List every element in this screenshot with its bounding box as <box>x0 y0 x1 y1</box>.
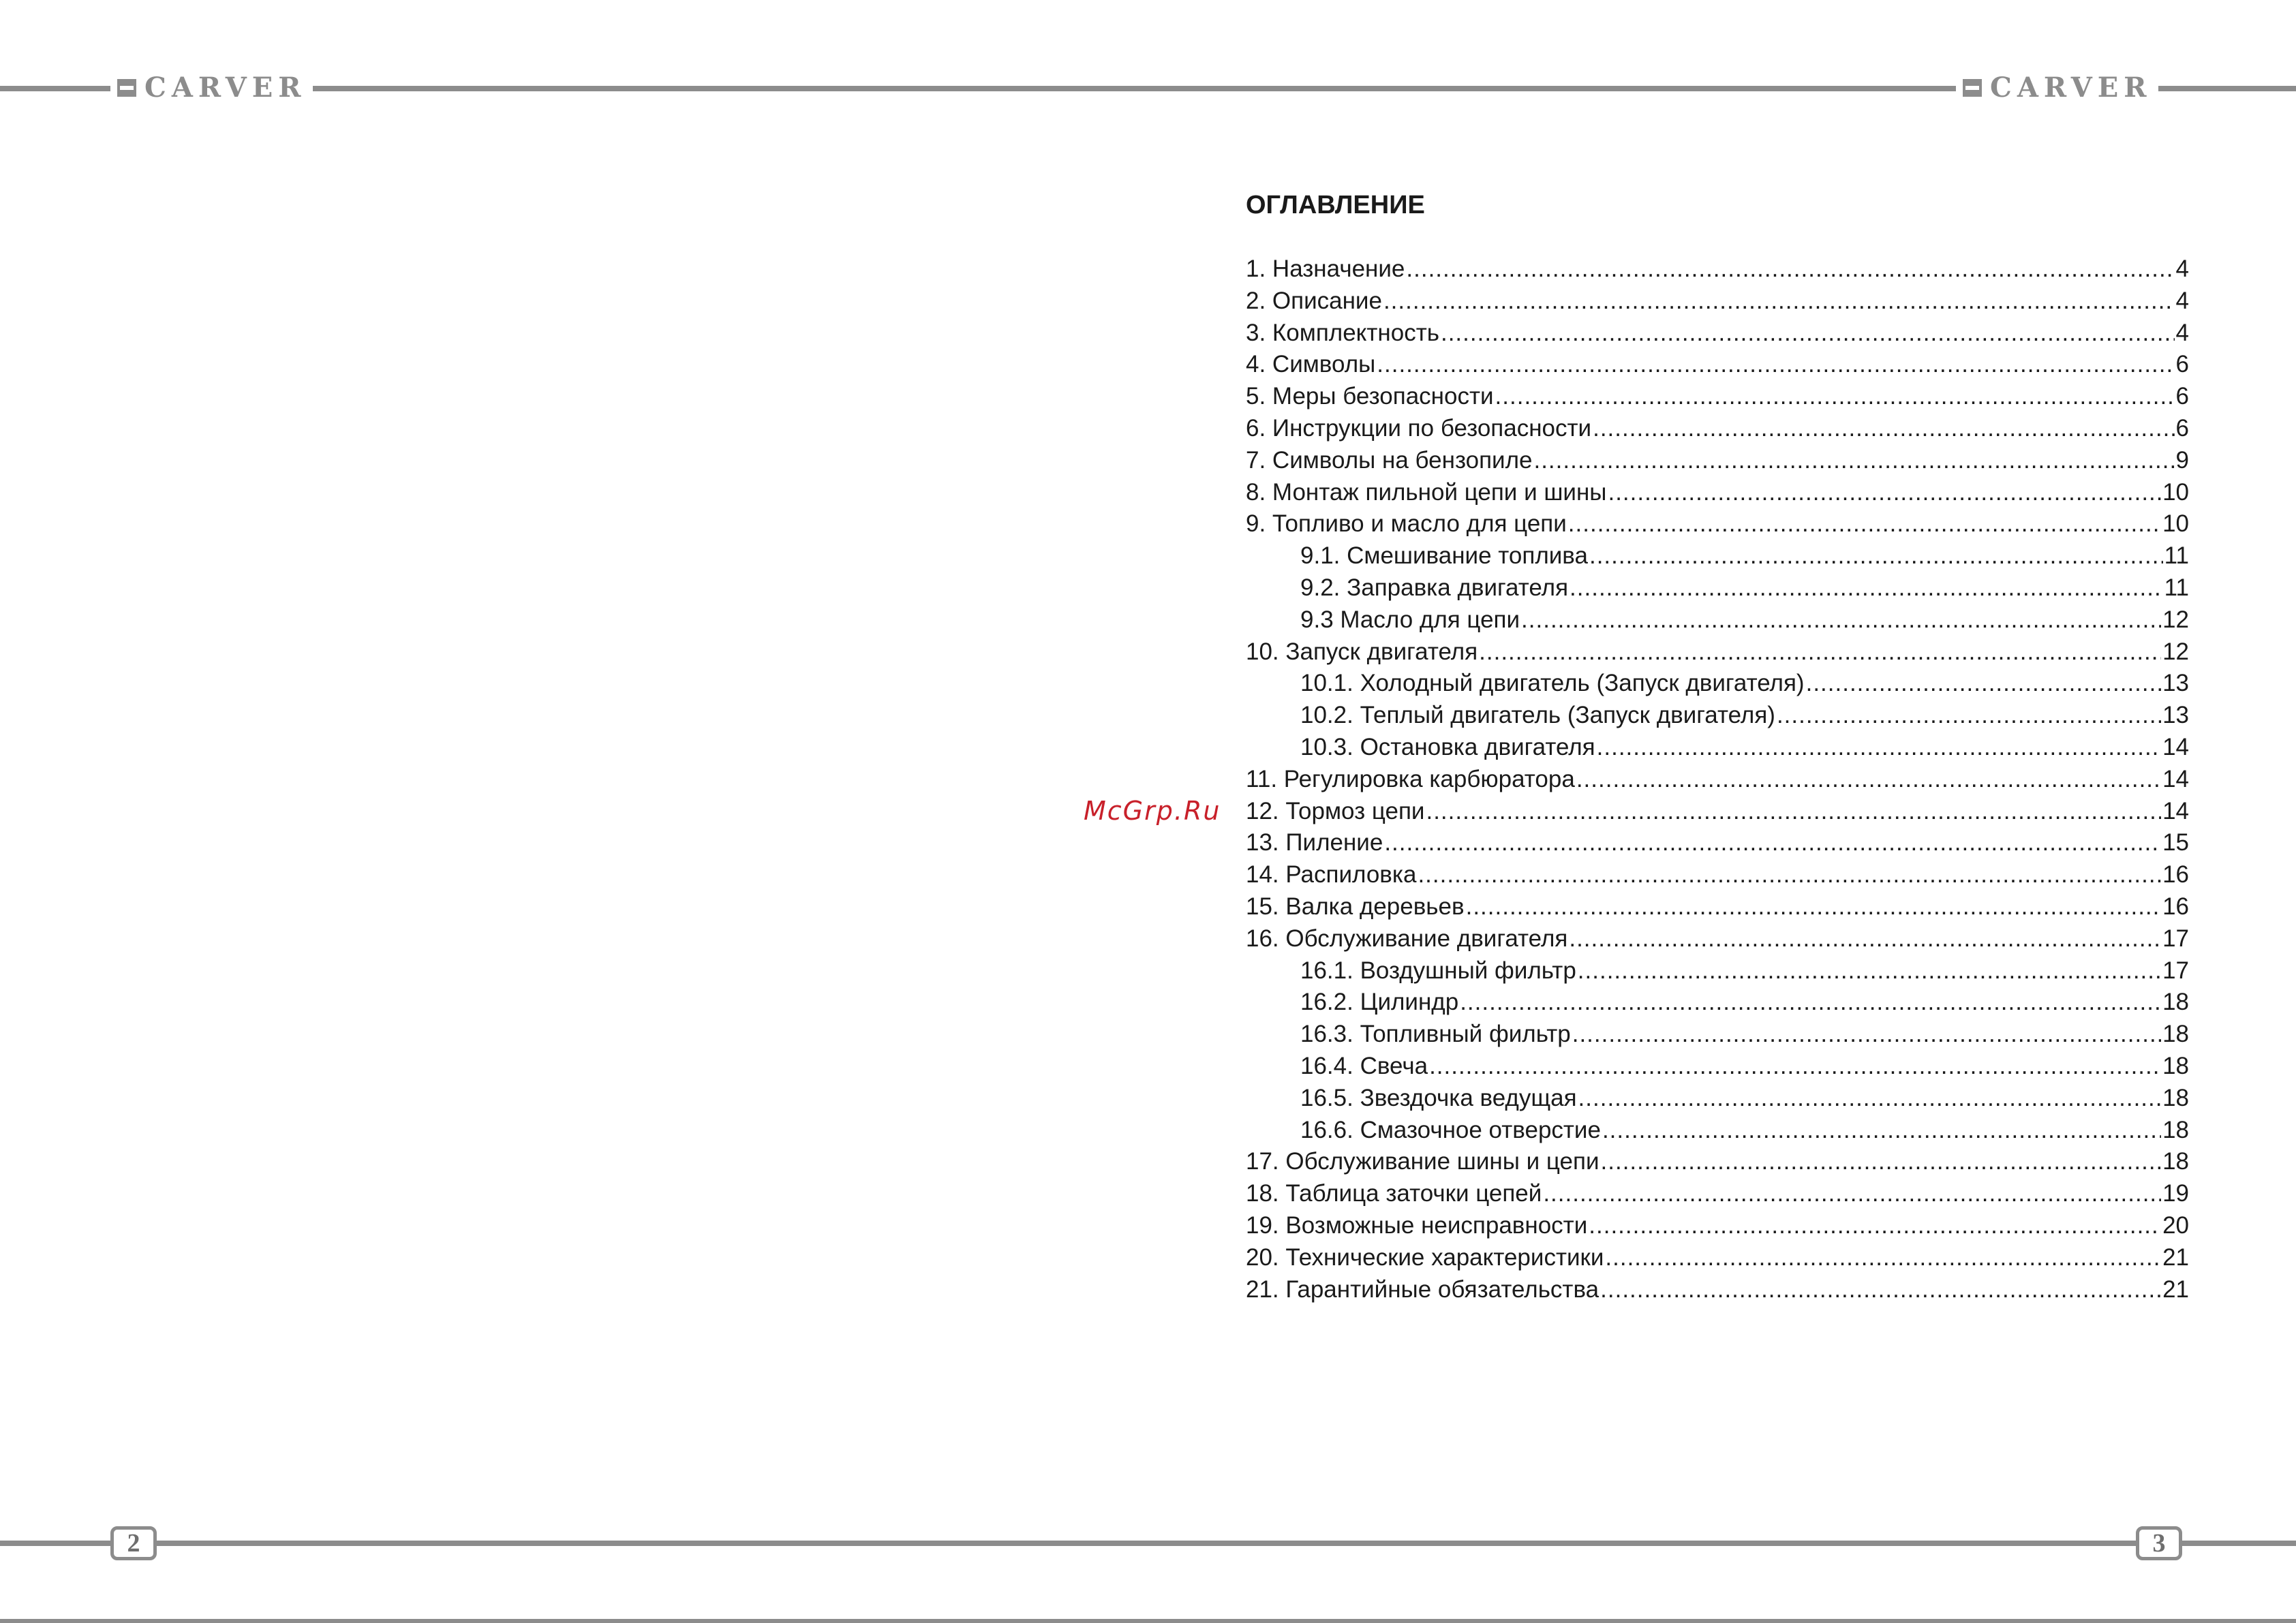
toc-entry-label: 9.1. Смешивание топлива <box>1300 542 1588 570</box>
toc-entry[interactable] <box>1246 668 2189 700</box>
toc-entry[interactable] <box>1246 700 2189 732</box>
toc-leader-dots <box>1608 477 2161 509</box>
toc-entry[interactable] <box>1246 318 2189 350</box>
toc-entry[interactable] <box>1246 1019 2189 1051</box>
toc-entry-page: 16 <box>2162 893 2189 920</box>
toc-leader-dots <box>1384 827 2161 859</box>
toc-entry[interactable] <box>1246 923 2189 955</box>
toc-entry[interactable] <box>1246 540 2189 572</box>
toc-entry-page: 6 <box>2175 414 2189 442</box>
toc-entry-page: 18 <box>2162 1148 2189 1175</box>
toc-entry-page: 18 <box>2162 1116 2189 1143</box>
toc-entry-label: 6. Инструкции по безопасности <box>1246 414 1592 442</box>
toc-entry[interactable] <box>1246 827 2189 859</box>
toc-entry-page: 17 <box>2162 957 2189 984</box>
toc-entry-page: 13 <box>2162 702 2189 729</box>
toc-entry[interactable] <box>1246 572 2189 604</box>
toc-leader-dots <box>1543 1178 2161 1210</box>
toc-entry-label: 4. Символы <box>1246 351 1376 378</box>
toc-entry-page: 12 <box>2162 638 2189 665</box>
toc-leader-dots <box>1383 285 2175 318</box>
toc-entry-label: 11. Регулировка карбюратора <box>1246 765 1575 792</box>
toc-entry-page: 17 <box>2162 925 2189 952</box>
toc-leader-dots <box>1806 668 2161 700</box>
toc-entry-label: 9.2. Заправка двигателя <box>1300 574 1569 601</box>
toc-entry[interactable] <box>1246 1242 2189 1274</box>
toc-entry[interactable] <box>1246 285 2189 318</box>
toc-title: ОГЛАВЛЕНИЕ <box>1246 191 1425 219</box>
toc-entry-page: 18 <box>2162 1052 2189 1079</box>
toc-entry-page: 21 <box>2162 1243 2189 1271</box>
toc-entry-label: 21. Гарантийные обязательства <box>1246 1276 1599 1303</box>
toc-entry-label: 7. Символы на бензопиле <box>1246 446 1533 474</box>
toc-leader-dots <box>1426 796 2161 828</box>
brand-mark-icon <box>117 79 136 97</box>
toc-entry-page: 9 <box>2175 446 2189 474</box>
toc-entry-page: 14 <box>2162 765 2189 792</box>
toc-leader-dots <box>1460 987 2161 1019</box>
toc-entry-page: 10 <box>2162 478 2189 506</box>
toc-entry-page: 10 <box>2162 510 2189 538</box>
toc-entry[interactable] <box>1246 1274 2189 1306</box>
toc-entry-page: 18 <box>2162 1021 2189 1048</box>
toc-entry-label: 10.1. Холодный двигатель (Запуск двигателя) <box>1300 670 1805 697</box>
toc-leader-dots <box>1377 349 2174 381</box>
toc-entry-label: 16.5. Звездочка ведущая <box>1300 1084 1577 1111</box>
toc-entry[interactable] <box>1246 891 2189 923</box>
toc-leader-dots <box>1601 1146 2162 1178</box>
toc-entry-label: 9.3 Масло для цепи <box>1300 606 1520 633</box>
toc-entry[interactable] <box>1246 796 2189 828</box>
toc-entry-page: 18 <box>2162 989 2189 1016</box>
toc-entry[interactable] <box>1246 955 2189 987</box>
toc-entry-label: 5. Меры безопасности <box>1246 383 1494 410</box>
toc-entry[interactable] <box>1246 477 2189 509</box>
toc-entry-page: 11 <box>2164 542 2189 570</box>
toc-entry-label: 20. Технические характеристики <box>1246 1243 1604 1271</box>
toc-entry[interactable] <box>1246 253 2189 285</box>
toc-entry-label: 17. Обслуживание шины и цепи <box>1246 1148 1599 1175</box>
toc-leader-dots <box>1602 1115 2161 1147</box>
toc-entry[interactable] <box>1246 764 2189 796</box>
toc-entry[interactable] <box>1246 1210 2189 1242</box>
toc-entry[interactable] <box>1246 1051 2189 1083</box>
toc-list <box>1246 253 2189 1305</box>
brand-logo-left <box>110 74 313 102</box>
toc-leader-dots <box>1597 732 2161 764</box>
toc-entry-page: 20 <box>2162 1211 2189 1239</box>
toc-entry-label: 12. Тормоз цепи <box>1246 797 1425 824</box>
toc-entry-label: 15. Валка деревьев <box>1246 893 1465 920</box>
toc-entry-label: 16.1. Воздушный фильтр <box>1300 957 1576 984</box>
toc-leader-dots <box>1495 381 2175 413</box>
toc-leader-dots <box>1777 700 2161 732</box>
toc-entry[interactable] <box>1246 381 2189 413</box>
toc-entry[interactable] <box>1246 1083 2189 1115</box>
toc-entry-label: 19. Возможные неисправности <box>1246 1211 1588 1239</box>
toc-entry-label: 9. Топливо и масло для цепи <box>1246 510 1567 538</box>
toc-entry[interactable] <box>1246 636 2189 668</box>
toc-entry-page: 18 <box>2162 1084 2189 1111</box>
toc-entry-label: 10. Запуск двигателя <box>1246 638 1478 665</box>
toc-leader-dots <box>1441 318 2175 350</box>
toc-leader-dots <box>1570 572 2163 604</box>
toc-entry-page: 4 <box>2175 256 2189 282</box>
toc-entry-label: 10.2. Теплый двигатель (Запуск двигателя) <box>1300 702 1775 729</box>
toc-entry-page: 21 <box>2162 1276 2189 1303</box>
toc-entry[interactable] <box>1246 604 2189 636</box>
toc-entry-label: 16. Обслуживание двигателя <box>1246 925 1568 952</box>
toc-entry-page: 4 <box>2175 319 2189 346</box>
toc-leader-dots <box>1568 508 2161 540</box>
brand-logo-right <box>1956 74 2158 102</box>
toc-entry[interactable] <box>1246 349 2189 381</box>
toc-entry-label: 16.3. Топливный фильтр <box>1300 1021 1571 1048</box>
toc-entry[interactable] <box>1246 987 2189 1019</box>
toc-entry[interactable] <box>1246 1115 2189 1147</box>
toc-entry-label: 16.6. Смазочное отверстие <box>1300 1116 1601 1143</box>
toc-entry[interactable] <box>1246 508 2189 540</box>
toc-leader-dots <box>1533 445 2174 477</box>
toc-entry[interactable] <box>1246 1146 2189 1178</box>
toc-leader-dots <box>1406 253 2174 285</box>
toc-leader-dots <box>1521 604 2161 636</box>
toc-leader-dots <box>1479 636 2161 668</box>
toc-entry-label: 16.4. Свеча <box>1300 1052 1428 1079</box>
toc-leader-dots <box>1600 1274 2161 1306</box>
toc-entry-label: 3. Комплектность <box>1246 319 1439 346</box>
toc-leader-dots <box>1578 1083 2162 1115</box>
footer-rule <box>0 1541 2296 1546</box>
toc-entry[interactable] <box>1246 445 2189 477</box>
toc-entry-label: 8. Монтаж пильной цепи и шины <box>1246 478 1607 506</box>
toc-leader-dots <box>1593 413 2174 445</box>
toc-leader-dots <box>1576 764 2161 796</box>
toc-entry-label: 18. Таблица заточки цепей <box>1246 1180 1542 1207</box>
toc-leader-dots <box>1578 955 2161 987</box>
toc-entry-page: 4 <box>2175 287 2189 314</box>
page-number-right: 3 <box>2136 1526 2182 1560</box>
toc-entry-page: 16 <box>2162 861 2189 888</box>
brand-logo-text: CARVER <box>1990 72 2152 104</box>
toc-leader-dots <box>1572 1019 2161 1051</box>
toc-entry-label: 14. Распиловка <box>1246 861 1417 888</box>
toc-entry[interactable] <box>1246 1178 2189 1210</box>
toc-entry-page: 13 <box>2162 670 2189 697</box>
toc-leader-dots <box>1589 540 2163 572</box>
toc-entry[interactable] <box>1246 732 2189 764</box>
toc-entry-page: 11 <box>2164 574 2189 601</box>
toc-entry-label: 10.3. Остановка двигателя <box>1300 733 1595 760</box>
toc-entry[interactable] <box>1246 413 2189 445</box>
toc-leader-dots <box>1569 923 2161 955</box>
toc-entry-page: 19 <box>2162 1180 2189 1207</box>
brand-logo-text: CARVER <box>144 72 307 104</box>
toc-entry-label: 16.2. Цилиндр <box>1300 989 1459 1016</box>
toc-entry-page: 15 <box>2162 829 2189 856</box>
toc-entry-page: 14 <box>2162 797 2189 824</box>
toc-leader-dots <box>1466 891 2161 923</box>
toc-entry[interactable] <box>1246 859 2189 891</box>
watermark: McGrp.Ru <box>1084 796 1221 826</box>
toc-entry-page: 6 <box>2175 383 2189 410</box>
toc-leader-dots <box>1589 1210 2161 1242</box>
toc-entry-page: 6 <box>2175 351 2189 378</box>
bottom-edge <box>0 1619 2296 1623</box>
toc-entry-page: 14 <box>2162 733 2189 760</box>
toc-entry-label: 13. Пиление <box>1246 829 1383 856</box>
toc-leader-dots <box>1429 1051 2161 1083</box>
toc-entry-label: 1. Назначение <box>1246 256 1405 282</box>
toc-entry-label: 2. Описание <box>1246 287 1382 314</box>
brand-mark-icon <box>1963 79 1982 97</box>
page-number-left: 2 <box>110 1526 157 1560</box>
toc-leader-dots <box>1418 859 2161 891</box>
toc-leader-dots <box>1605 1242 2161 1274</box>
toc-entry-page: 12 <box>2162 606 2189 633</box>
table-of-contents <box>1246 185 2189 1305</box>
